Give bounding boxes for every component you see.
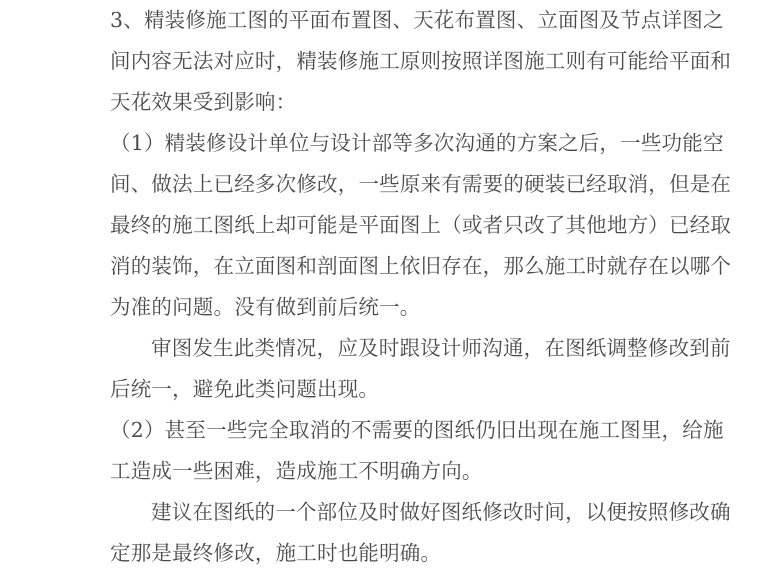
text-glyph: 发 [192,336,214,360]
text-glyph: 天 [413,8,434,32]
text-glyph: 通 [502,336,524,360]
text-glyph: 是 [337,213,359,237]
text-glyph: 一 [275,500,296,524]
text-glyph: 施 [578,418,600,442]
text-glyph: 纸 [233,500,255,524]
text-glyph: 旧 [495,418,517,442]
text-line [110,451,656,492]
text-glyph: 施 [358,49,380,73]
text-glyph: 改 [668,336,690,360]
text-glyph: 在 [461,254,483,278]
text-glyph: 跟 [399,336,421,360]
text-glyph: 节 [620,8,641,32]
text-glyph: 间 [544,500,566,524]
text-glyph: 不 [350,418,372,442]
text-glyph: 建 [151,500,172,524]
text-glyph: 多 [413,131,434,155]
text-glyph: 工 [544,49,566,73]
text-glyph: 计 [350,131,372,155]
text-glyph: 面 [689,49,711,73]
text-line-content: 天花效果受到影响： [110,90,297,114]
text-glyph: 存 [627,254,649,278]
text-glyph: 上 [254,213,276,237]
text-glyph: 已 [565,172,587,196]
text-glyph: 以 [668,254,690,278]
text-glyph: 哪 [689,254,711,278]
text-glyph: 详 [482,49,504,73]
text-glyph: 能 [627,49,649,73]
text-glyph: 生 [213,336,234,360]
text-glyph: 在 [544,336,566,360]
text-line [110,369,656,410]
text-glyph: 可 [606,49,628,73]
text-glyph: 却 [275,213,297,237]
text-glyph: 修 [482,500,503,524]
text-glyph: 纸 [585,336,607,360]
text-glyph: 及 [599,8,621,32]
text-glyph: 按 [627,500,648,524]
text-glyph: （ [441,213,462,237]
text-glyph: 原 [399,49,421,73]
text-glyph: 位 [288,131,310,155]
text-glyph: （ [110,418,131,442]
text-glyph: 在 [558,418,579,442]
text-glyph: 个 [710,254,732,278]
text-glyph: 此 [233,336,255,360]
text-glyph: 修 [647,336,669,360]
text-line [110,205,732,246]
text-glyph: 计 [440,336,462,360]
text-glyph: 面 [379,213,400,237]
text-glyph: 时 [254,49,276,73]
text-glyph: 施 [524,49,545,73]
text-glyph: 议 [171,500,193,524]
text-glyph: 类 [254,336,276,360]
text-glyph: 的 [495,131,517,155]
text-line [110,82,656,123]
text-glyph: 改 [317,172,338,196]
text-glyph: 计 [247,131,269,155]
text-glyph: 功 [661,131,683,155]
text-glyph: 施 [702,418,724,442]
text-glyph: 图 [578,8,600,32]
text-glyph: 照 [647,500,669,524]
text-glyph: 图 [682,8,703,32]
text-glyph: 、 [123,8,144,32]
text-glyph: 的 [130,254,152,278]
text-glyph: 纸 [234,213,255,237]
text-glyph: 上 [192,172,214,196]
text-glyph: 调 [606,336,628,360]
text-line [110,328,731,369]
text-glyph: 师 [461,336,483,360]
text-glyph: 与 [309,131,331,155]
text-glyph: 经 [234,172,255,196]
text-glyph: 他 [586,213,607,237]
text-glyph: 时 [523,500,545,524]
text-glyph: 做 [151,172,173,196]
text-glyph: 改 [689,500,710,524]
text-glyph: 空 [702,131,724,155]
text-glyph: 立 [537,8,559,32]
text-glyph: 修 [337,49,359,73]
text-glyph: ， [565,500,586,524]
text-glyph: 对 [213,49,235,73]
text-glyph: 单 [268,131,289,155]
text-glyph: 施 [172,213,193,237]
text-glyph: 装 [544,172,566,196]
text-glyph: 平 [358,213,380,237]
text-glyph: 上 [379,254,400,278]
text-glyph: 能 [317,213,338,237]
text-glyph: 的 [268,8,289,32]
text-glyph: 布 [454,8,476,32]
text-glyph: 图 [399,213,421,237]
text-glyph: 图 [620,418,641,442]
text-glyph: ， [482,254,504,278]
text-glyph: 在 [213,254,235,278]
text-glyph: 装 [164,8,186,32]
text-line-content: 后统一，避免此类问题出现。 [110,377,380,401]
text-glyph: 者 [482,213,504,237]
text-glyph: 依 [399,254,421,278]
text-glyph: 次 [433,131,455,155]
text-glyph: 修 [668,500,690,524]
text-glyph: 装 [151,254,173,278]
text-glyph: 前 [709,336,731,360]
text-glyph: 法 [192,49,214,73]
text-glyph: 经 [689,213,711,237]
text-glyph: 就 [606,254,628,278]
text-glyph: 取 [606,172,628,196]
text-glyph: 图 [247,8,269,32]
text-glyph: 完 [247,418,269,442]
text-glyph: 修 [206,131,227,155]
text-line [110,164,732,205]
text-line [110,0,724,41]
text-glyph: ， [192,254,214,278]
text-glyph: 仍 [475,418,496,442]
text-glyph: 里 [640,418,662,442]
text-glyph: 来 [420,172,442,196]
text-glyph: 情 [275,336,296,360]
text-glyph: 置 [475,8,496,32]
text-glyph: 精 [296,49,318,73]
text-glyph: 精 [164,131,186,155]
text-glyph: 改 [502,500,524,524]
text-glyph: 修 [296,172,318,196]
text-glyph: 消 [309,418,331,442]
text-glyph: 法 [172,172,193,196]
text-glyph: 图 [213,500,234,524]
text-glyph: 要 [482,172,504,196]
text-line [110,492,731,533]
text-glyph: 工 [379,49,400,73]
document-text-body [110,0,732,574]
text-glyph: 置 [350,8,372,32]
text-glyph: 容 [151,49,173,73]
text-glyph: 设 [226,131,248,155]
text-glyph: 面 [558,8,579,32]
text-glyph: 可 [296,213,318,237]
text-glyph: 工 [226,8,248,32]
text-glyph: 照 [461,49,483,73]
text-glyph: 无 [172,49,193,73]
text-glyph: 取 [710,213,732,237]
text-glyph: 终 [130,213,152,237]
text-glyph: 案 [537,131,559,155]
text-glyph: 地 [606,213,628,237]
text-glyph: 或 [461,213,483,237]
text-glyph: 甚 [164,418,186,442]
text-glyph: 只 [503,213,525,237]
text-glyph: 需 [371,418,393,442]
text-glyph: 则 [565,49,587,73]
text-glyph: 位 [337,500,359,524]
text-glyph: ） [143,131,165,155]
text-glyph: 设 [420,336,441,360]
text-glyph: 已 [213,172,235,196]
text-glyph: 能 [682,131,703,155]
text-glyph: 要 [392,418,414,442]
text-glyph: 存 [441,254,462,278]
text-line [110,41,732,82]
text-glyph: 次 [275,172,297,196]
text-glyph: 面 [254,254,276,278]
text-glyph: 面 [309,8,331,32]
text-glyph: 图 [171,336,193,360]
text-glyph: 时 [586,254,607,278]
text-glyph: 在 [192,500,214,524]
text-glyph: 出 [516,418,538,442]
text-glyph: 硬 [524,172,545,196]
text-glyph: 纸 [461,500,483,524]
text-glyph: 一 [358,172,380,196]
text-glyph: 面 [337,254,359,278]
text-glyph: 有 [586,49,607,73]
text-glyph: 审 [151,336,172,360]
text-glyph: 那 [503,254,525,278]
text-glyph: 消 [110,254,131,278]
text-glyph: 些 [226,418,248,442]
text-glyph: 有 [441,172,462,196]
text-glyph: 部 [316,500,338,524]
text-glyph: 、 [130,172,152,196]
text-glyph: 之 [702,8,724,32]
text-glyph: 最 [110,213,131,237]
text-glyph: 已 [668,213,690,237]
text-glyph: 3 [110,8,124,32]
text-glyph: 便 [606,500,628,524]
text-glyph: 一 [206,418,227,442]
text-glyph: 点 [640,8,662,32]
text-glyph: 图 [371,8,393,32]
text-glyph: 好 [420,500,441,524]
text-line [110,287,656,328]
text-glyph: 是 [689,172,711,196]
text-glyph: 整 [627,336,648,360]
text-glyph: 后 [578,131,600,155]
text-glyph: 上 [420,213,442,237]
text-glyph: 其 [565,213,587,237]
text-glyph: 旧 [420,254,442,278]
text-glyph: 时 [378,336,400,360]
text-line [110,123,724,164]
text-glyph: 纸 [454,418,476,442]
text-glyph: 沟 [482,336,503,360]
text-glyph: 图 [358,254,380,278]
text-glyph: 剖 [317,254,338,278]
text-glyph: 内 [130,49,152,73]
text-glyph: 设 [330,131,351,155]
text-glyph: 图 [275,254,297,278]
text-glyph: 图 [433,418,455,442]
text-glyph: 的 [330,418,351,442]
text-glyph: ） [143,418,165,442]
text-glyph: 至 [185,418,207,442]
text-glyph: 图 [440,500,462,524]
text-glyph: 应 [337,336,359,360]
text-glyph: 等 [392,131,414,155]
text-glyph: 装 [185,131,207,155]
text-glyph: ， [337,172,359,196]
text-glyph: 多 [254,172,276,196]
text-glyph: 2 [130,418,144,442]
text-glyph: 则 [420,49,442,73]
text-glyph: 饰 [172,254,193,278]
text-glyph: 详 [661,8,683,32]
text-glyph: 工 [599,418,621,442]
text-glyph: 、 [516,8,538,32]
text-glyph: 么 [524,254,545,278]
text-glyph: 确 [709,500,731,524]
text-glyph: 消 [627,172,649,196]
text-glyph: 图 [565,336,586,360]
text-glyph: 间 [110,172,131,196]
text-glyph: 及 [358,500,379,524]
text-glyph: 和 [296,254,318,278]
text-glyph: 图 [495,8,517,32]
text-line-content: 工造成一些困难，造成施工不明确方向。 [110,459,483,483]
text-glyph: 工 [565,254,587,278]
text-glyph: 了 [544,213,566,237]
text-glyph: 方 [516,131,538,155]
text-glyph: 沟 [454,131,476,155]
text-glyph: 施 [206,8,227,32]
text-glyph: 之 [558,131,579,155]
text-glyph: ， [316,336,338,360]
text-glyph: 立 [234,254,255,278]
text-glyph: 及 [358,336,379,360]
text-glyph: 布 [330,8,351,32]
text-glyph: 个 [295,500,317,524]
text-glyph: 一 [620,131,641,155]
text-glyph: 取 [288,418,310,442]
text-glyph: 施 [544,254,566,278]
text-glyph: 经 [586,172,607,196]
text-glyph: 改 [524,213,545,237]
text-line [110,246,732,287]
text-glyph: 装 [317,49,338,73]
text-glyph: 应 [234,49,255,73]
text-glyph: 但 [668,172,690,196]
text-glyph: 时 [378,500,400,524]
text-glyph: 图 [503,49,525,73]
text-glyph: 部 [371,131,393,155]
text-glyph: 通 [475,131,496,155]
text-glyph: 精 [143,8,165,32]
text-line [110,410,724,451]
text-glyph: 平 [668,49,690,73]
text-glyph: 需 [461,172,483,196]
text-glyph: 原 [399,172,421,196]
text-glyph: 花 [433,8,455,32]
text-glyph: 况 [295,336,317,360]
text-glyph: 现 [537,418,559,442]
text-glyph: 全 [268,418,289,442]
text-glyph: 做 [399,500,421,524]
text-glyph: 的 [413,418,434,442]
text-glyph: ， [648,172,669,196]
text-glyph: 图 [213,213,235,237]
text-glyph: 的 [503,172,525,196]
text-glyph: ， [661,418,683,442]
text-glyph: 给 [648,49,669,73]
text-glyph: 修 [185,8,207,32]
text-glyph: 在 [648,254,669,278]
text-glyph: 些 [379,172,400,196]
text-glyph: 给 [682,418,703,442]
text-glyph: （ [110,131,131,155]
text-glyph: 的 [151,213,173,237]
text-glyph: 以 [585,500,607,524]
text-glyph: 平 [288,8,310,32]
text-glyph: ） [648,213,669,237]
text-glyph: 在 [710,172,732,196]
text-glyph: ， [275,49,297,73]
text-line-content: 为准的问题。没有做到前后统一。 [110,295,421,319]
text-glyph: ， [599,131,621,155]
text-glyph: 和 [710,49,732,73]
text-glyph: 间 [110,49,131,73]
text-line-content: 定那是最终修改，施工时也能明确。 [110,541,442,565]
text-glyph: 、 [392,8,414,32]
text-glyph: 1 [130,131,144,155]
text-glyph: 些 [640,131,662,155]
text-glyph: 按 [441,49,462,73]
text-glyph: 方 [627,213,649,237]
text-glyph: 工 [192,213,214,237]
text-glyph: 到 [689,336,710,360]
text-glyph: 的 [254,500,276,524]
text-glyph: ， [523,336,545,360]
